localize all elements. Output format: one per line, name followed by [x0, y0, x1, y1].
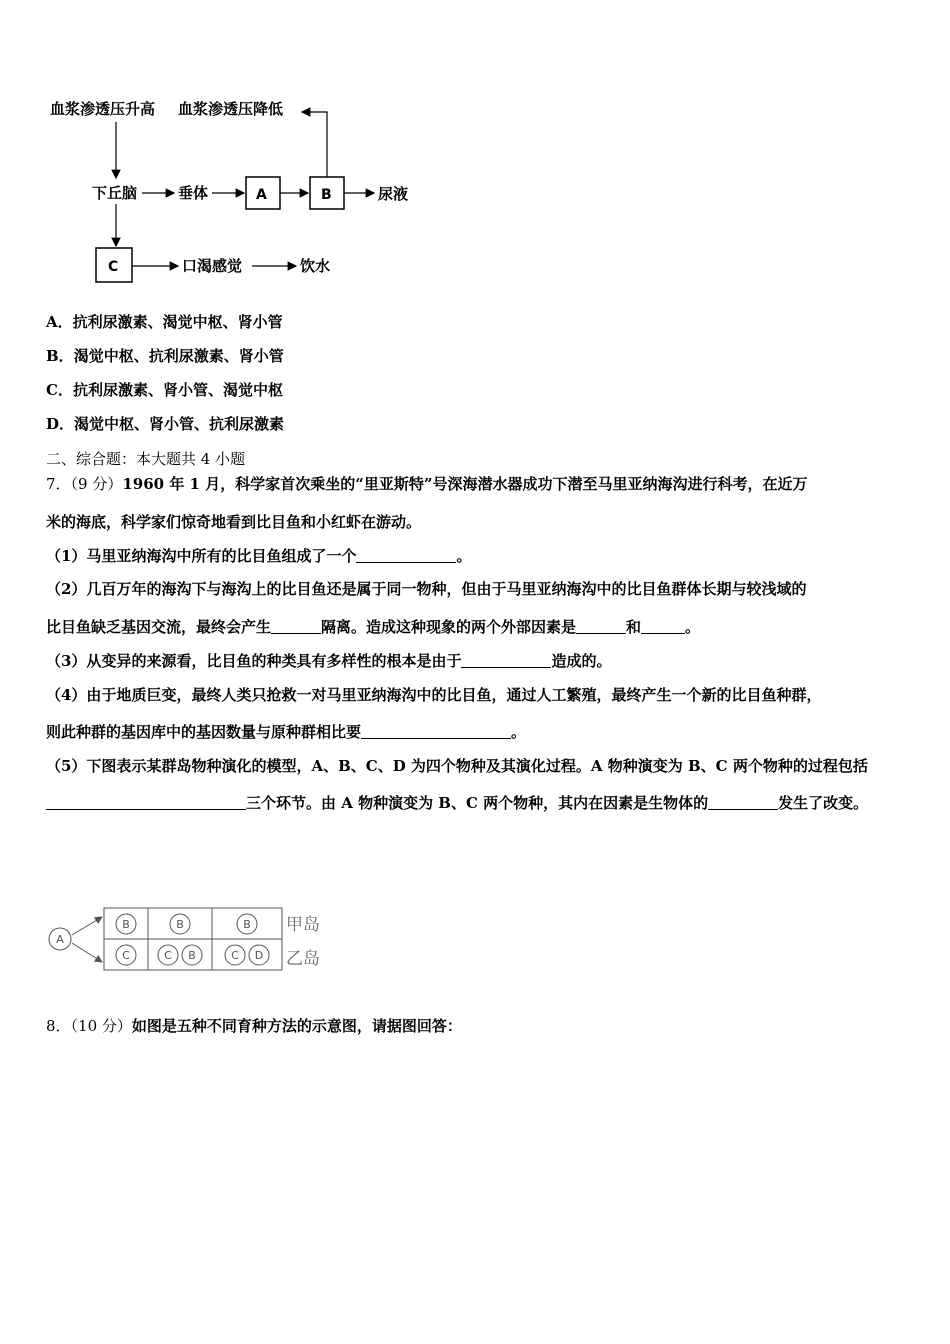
species-b-label: B	[243, 918, 251, 931]
box-b-label: B	[321, 187, 332, 203]
drink-label: 饮水	[300, 257, 331, 275]
q7-part3-text: （3）从变异的来源看，比目鱼的种类具有多样性的根本是由于	[46, 652, 462, 670]
q7-part1-end: 。	[456, 547, 472, 565]
species-b-label: B	[122, 918, 130, 931]
q7-part4-line2	[46, 721, 526, 742]
box-a-label: A	[256, 187, 267, 203]
q7-part2-line2	[46, 616, 700, 637]
section-heading: 二、综合题：本大题共 4 小题	[46, 450, 246, 468]
option-text: 渴觉中枢、肾小管、抗利尿激素	[74, 415, 285, 433]
hypothalamus-label: 下丘脑	[92, 184, 138, 202]
plasma-down-label: 血浆渗透压降低	[178, 100, 284, 118]
island1-label: 甲岛	[286, 915, 320, 935]
pituitary-label: 垂体	[178, 184, 209, 202]
q8-line	[46, 1015, 462, 1036]
species-d-label: D	[254, 949, 264, 962]
q7-intro-text: 1960 年 1 月，科学家首次乘坐的“里亚斯特”号深海潜水器成功下潜至马里亚纳海沟进行科考，在近万	[122, 475, 808, 493]
option-c	[46, 379, 283, 400]
answer-blank[interactable]	[461, 653, 551, 668]
option-a	[46, 311, 283, 332]
answer-blank[interactable]	[708, 795, 778, 810]
question-number: 8．	[46, 1017, 71, 1035]
q7-part3-end: 造成的。	[551, 652, 612, 670]
q7-part2-text: 隔离。造成这种现象的两个外部因素是	[321, 618, 577, 636]
question-score: （9 分）	[70, 475, 123, 493]
q7-intro-line1	[46, 473, 807, 494]
species-b-label: B	[188, 949, 196, 962]
q7-part2-end: 。	[685, 618, 701, 636]
option-text: 抗利尿激素、肾小管、渴觉中枢	[72, 381, 283, 399]
option-b	[46, 345, 284, 366]
answer-blank[interactable]	[271, 619, 321, 634]
species-c-label: C	[231, 949, 239, 962]
question-score: （10 分）	[70, 1017, 132, 1035]
plasma-up-label: 血浆渗透压升高	[50, 100, 156, 118]
option-text: 渴觉中枢、抗利尿激素、肾小管	[73, 347, 284, 365]
thirst-label: 口渴感觉	[182, 257, 243, 275]
osmoregulation-diagram	[40, 90, 440, 290]
q7-intro-line2: 米的海底，科学家们惊奇地看到比目鱼和小红虾在游动。	[46, 513, 422, 531]
option-label: B．	[46, 347, 74, 365]
species-c-label: C	[122, 949, 130, 962]
q7-part5-end: 发生了改变。	[778, 794, 869, 812]
option-label: A．	[46, 313, 73, 331]
q7-part2-line1: （2）几百万年的海沟下与海沟上的比目鱼还是属于同一物种，但由于马里亚纳海沟中的比目鱼群体长期与较浅域的	[46, 580, 807, 598]
answer-blank[interactable]	[356, 548, 456, 563]
species-a-label: A	[56, 933, 64, 946]
answer-blank[interactable]	[641, 619, 685, 634]
answer-blank[interactable]	[46, 795, 246, 810]
q7-part5-line2	[46, 792, 868, 813]
q7-part5-text: 三个环节。由 A 物种演变为 B、C 两个物种，其内在因素是生物体的	[246, 794, 709, 812]
q7-part3	[46, 650, 611, 671]
option-text: 抗利尿激素、渴觉中枢、肾小管	[72, 313, 283, 331]
arrow-to-island2	[72, 943, 102, 962]
q7-part4-text: 则此种群的基因库中的基因数量与原种群相比要	[46, 723, 362, 741]
urine-label: 尿液	[378, 185, 409, 203]
answer-blank[interactable]	[576, 619, 626, 634]
island-evolution-diagram	[42, 900, 342, 980]
species-b-label: B	[176, 918, 184, 931]
arrow-b-to-plasma-down	[302, 112, 327, 177]
q7-part1-text: （1）马里亚纳海沟中所有的比目鱼组成了一个	[46, 547, 357, 565]
island2-label: 乙岛	[286, 949, 320, 969]
q7-part2-text: 比目鱼缺乏基因交流，最终会产生	[46, 618, 272, 636]
answer-blank[interactable]	[361, 724, 511, 739]
question-number: 7．	[46, 475, 71, 493]
species-c-label: C	[164, 949, 172, 962]
arrow-to-island1	[72, 917, 102, 935]
box-c-label: C	[108, 259, 119, 275]
q7-part4-line1: （4）由于地质巨变，最终人类只抢救一对马里亚纳海沟中的比目鱼，通过人工繁殖，最终产生一个新的比目鱼种群，	[46, 686, 822, 704]
option-label: D．	[46, 415, 75, 433]
q8-text: 如图是五种不同育种方法的示意图，请据图回答：	[131, 1017, 462, 1035]
option-d	[46, 413, 284, 434]
q7-part5-line1: （5）下图表示某群岛物种演化的模型，A、B、C、D 为四个物种及其演化过程。A 物种演变为 B、C 两个物种的过程包括	[46, 757, 868, 775]
option-label: C．	[46, 381, 73, 399]
q7-part4-end: 。	[511, 723, 527, 741]
q7-part2-text: 和	[626, 618, 642, 636]
q7-part1	[46, 545, 471, 566]
